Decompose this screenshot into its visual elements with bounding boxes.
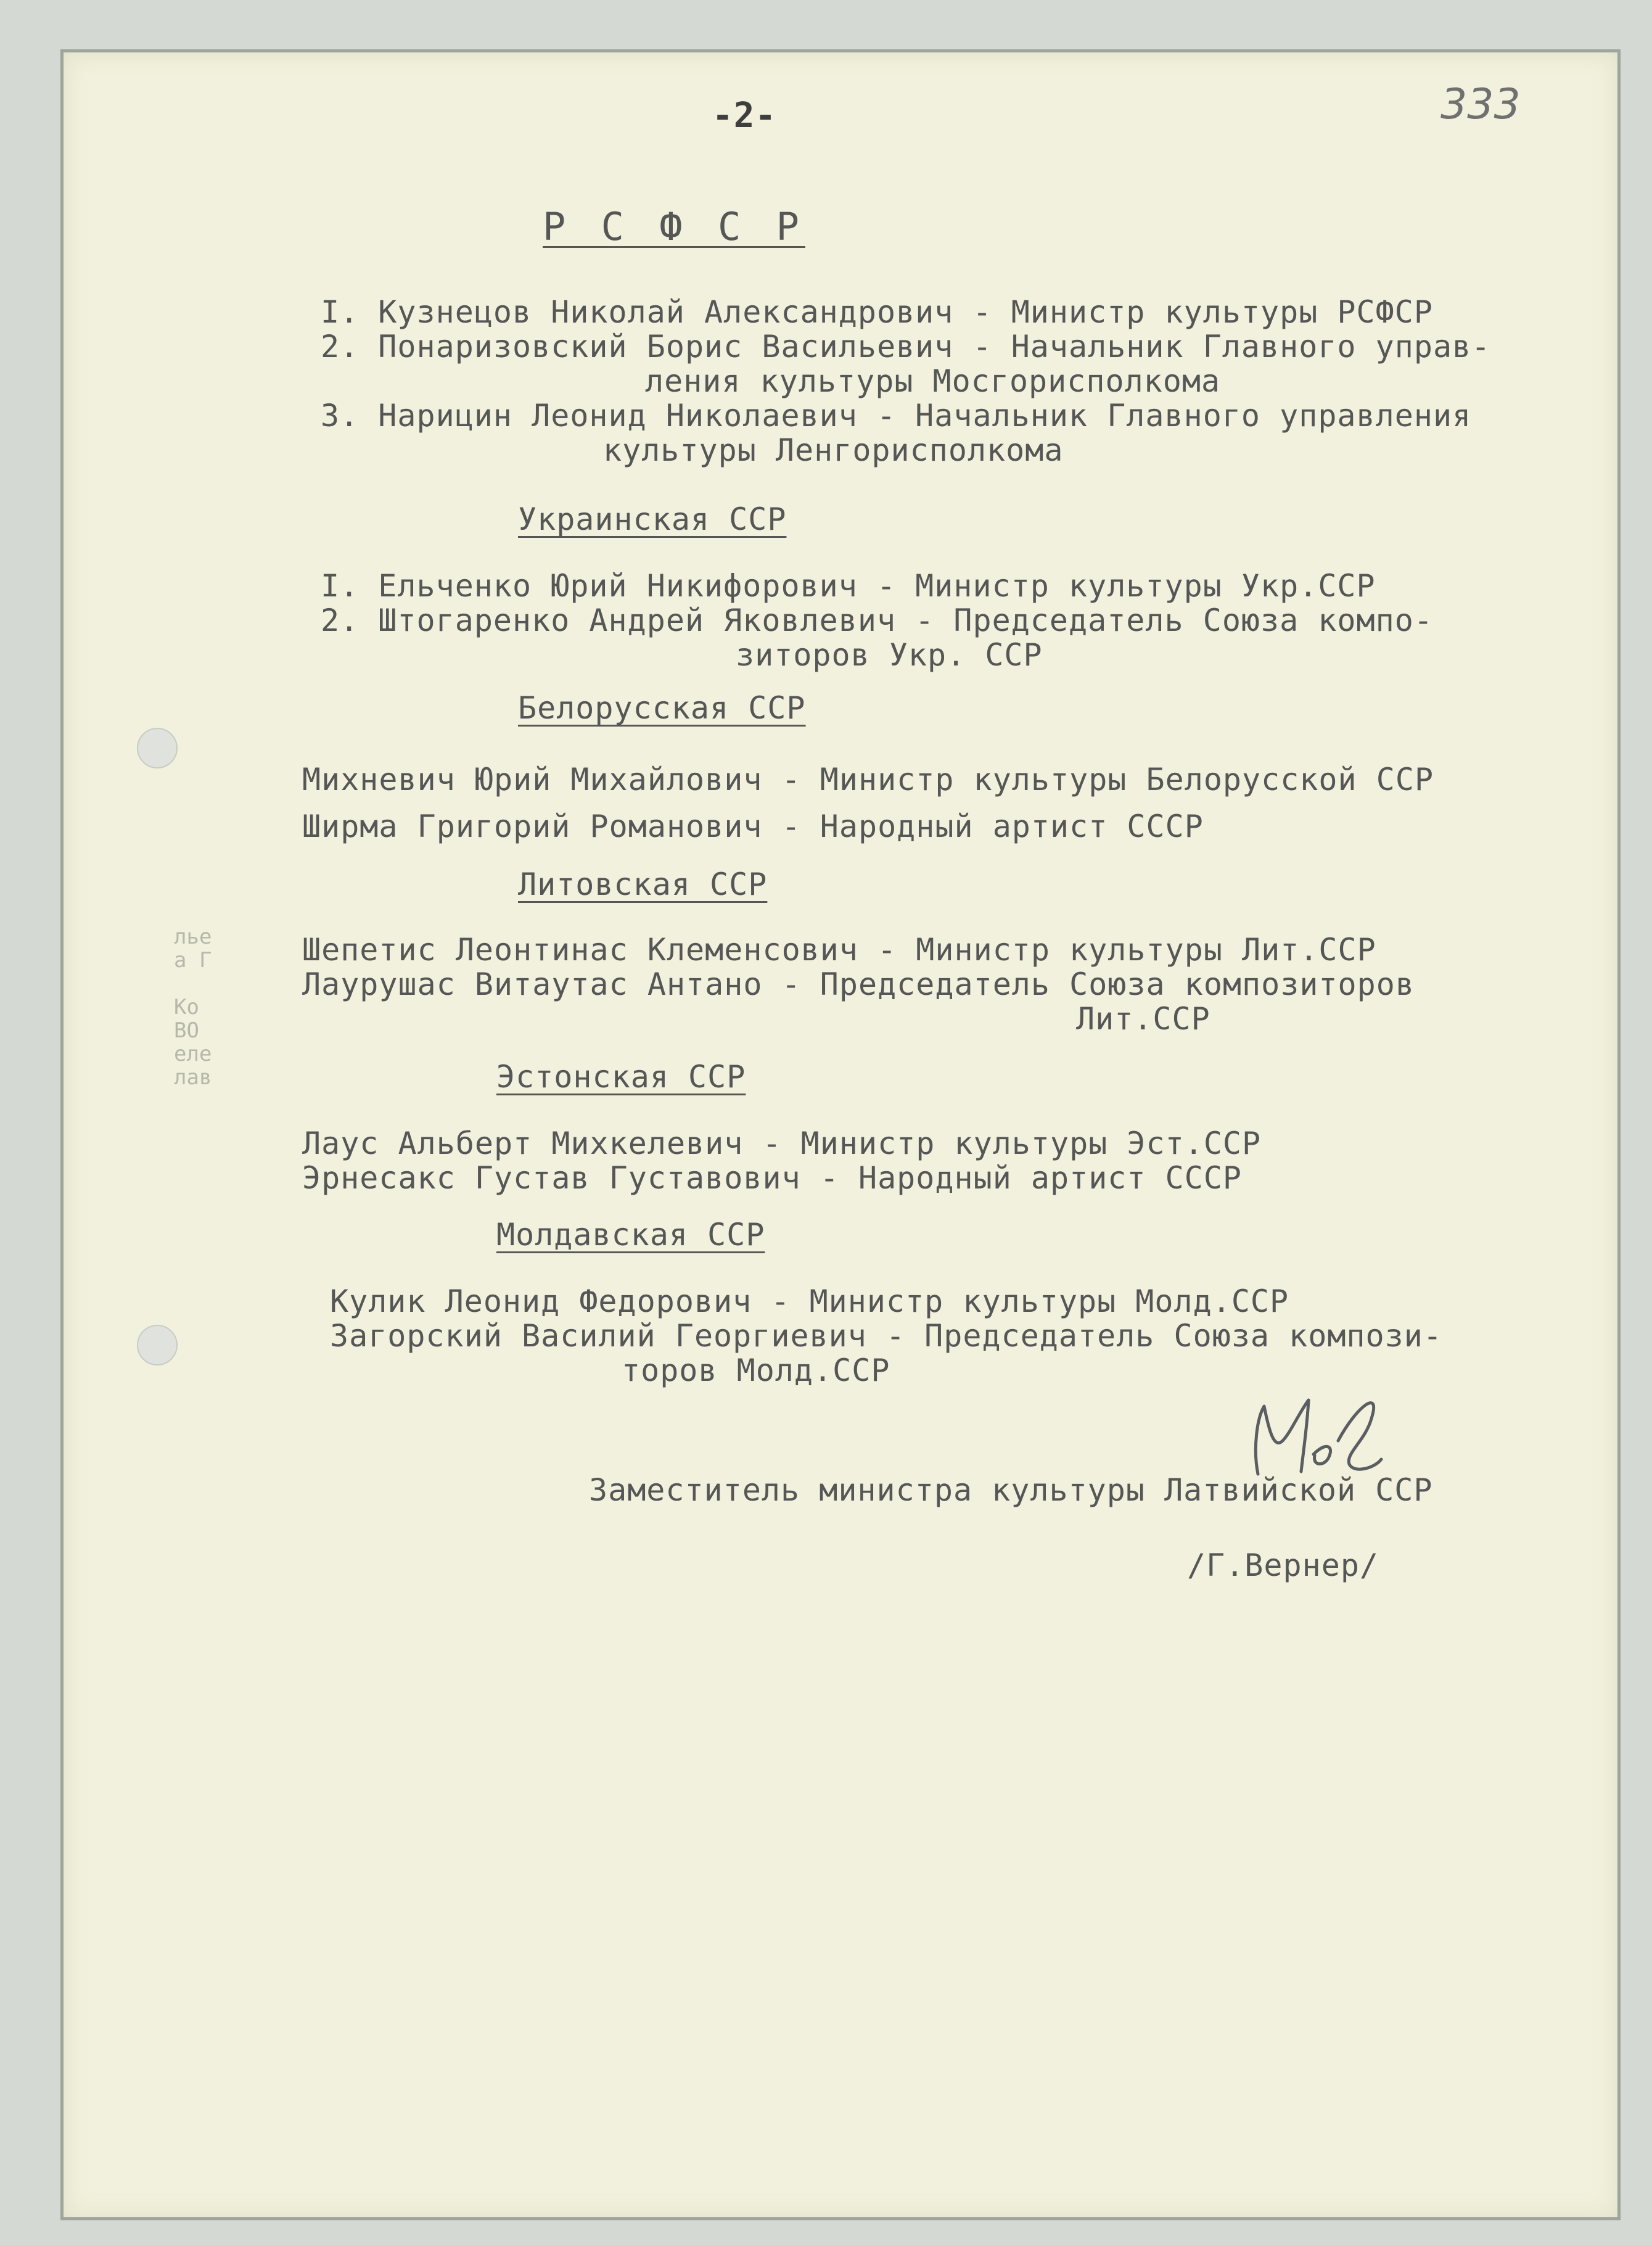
- list-item: Лаурушас Витаутас Антано - Председатель Союза композиторов: [302, 966, 1415, 1002]
- section-heading-moldavian-ssr: Молдавская ССР: [496, 1217, 765, 1253]
- list-item: ления культуры Мосгорисполкома: [645, 363, 1221, 399]
- signatory-title: Заместитель министра культуры Латвийской ССР: [589, 1472, 1433, 1508]
- list-item: Загорский Василий Георгиевич - Председатель Союза компози-: [330, 1318, 1442, 1354]
- list-item: 2. Понаризовский Борис Васильевич - Начальник Главного управ-: [321, 329, 1491, 365]
- list-item: Ширма Григорий Романович - Народный артист СССР: [302, 809, 1204, 844]
- section-heading-estonian-ssr: Эстонская ССР: [496, 1059, 746, 1095]
- list-item: 2. Штогаренко Андрей Яковлевич - Председатель Союза компо-: [321, 603, 1433, 638]
- signatory-name: /Г.Вернер/: [1187, 1547, 1379, 1583]
- list-item: Эрнесакс Густав Густавович - Народный артист СССР: [302, 1160, 1243, 1196]
- page-number: -2-: [712, 96, 777, 136]
- list-item: культуры Ленгорисполкома: [603, 432, 1064, 468]
- list-item: I. Кузнецов Николай Александрович - Министр культуры РСФСР: [321, 294, 1433, 330]
- section-heading-ukrainian-ssr: Украинская ССР: [518, 501, 787, 537]
- section-heading-rsfsr: Р С Ф С Р: [543, 204, 805, 249]
- section-heading-belorussian-ssr: Белорусская ССР: [518, 690, 806, 726]
- list-item: Кулик Леонид Федорович - Министр культуры Молд.ССР: [330, 1283, 1289, 1319]
- list-item: I. Ельченко Юрий Никифорович - Министр культуры Укр.ССР: [321, 568, 1376, 604]
- list-item: 3. Нарицин Леонид Николаевич - Начальник Главного управления: [321, 398, 1472, 434]
- section-heading-lithuanian-ssr: Литовская ССР: [518, 867, 768, 902]
- list-item: Лит.ССР: [1076, 1001, 1210, 1037]
- list-item: торов Молд.ССР: [622, 1353, 890, 1388]
- punch-hole: [137, 1325, 178, 1366]
- list-item: Лаус Альберт Михкелевич - Министр культуры Эст.ССР: [302, 1126, 1262, 1161]
- list-item: Михневич Юрий Михайлович - Министр культуры Белорусской ССР: [302, 762, 1434, 797]
- list-item: зиторов Укр. ССР: [736, 637, 1043, 673]
- bleed-through-marks: лье а Г Ко ВО еле лав: [174, 925, 212, 1090]
- archive-page-number: 333: [1440, 80, 1521, 129]
- list-item: Шепетис Леонтинас Клеменсович - Министр культуры Лит.ССР: [302, 932, 1376, 968]
- punch-hole: [137, 728, 178, 768]
